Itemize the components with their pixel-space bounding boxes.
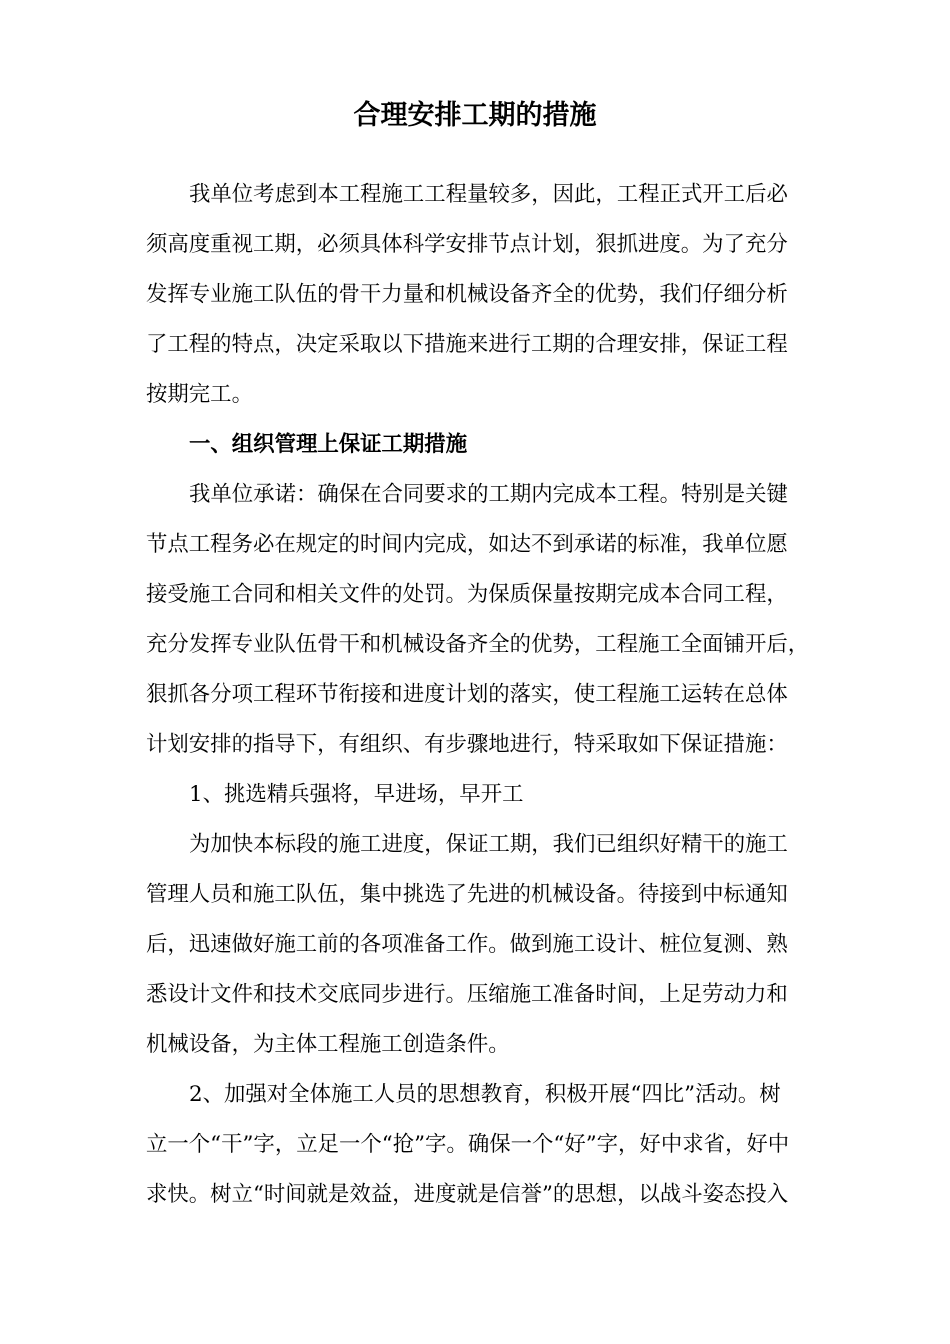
paragraph-line: 须高度重视工期，必须具体科学安排节点计划，狠抓进度。为了充分 [146, 232, 788, 257]
paragraph-line: 按期完工。 [146, 382, 253, 407]
paragraph-line: 了工程的特点，决定采取以下措施来进行工期的合理安排，保证工程 [146, 332, 788, 357]
paragraph-line: 节点工程务必在规定的时间内完成，如达不到承诺的标准，我单位愿 [146, 532, 788, 557]
paragraph-line: 我单位考虑到本工程施工工程量较多，因此，工程正式开工后必 [189, 182, 788, 207]
paragraph-line: 计划安排的指导下，有组织、有步骤地进行，特采取如下保证措施： [146, 732, 788, 757]
paragraph-line: 求快。树立“时间就是效益，进度就是信誉”的思想，以战斗姿态投入 [146, 1182, 789, 1207]
paragraph-line: 2、加强对全体施工人员的思想教育，积极开展“四比”活动。树 [189, 1082, 781, 1107]
paragraph-line: 立一个“干”字，立足一个“抢”字。确保一个“好”字，好中求省，好中 [146, 1132, 790, 1157]
paragraph-line: 接受施工合同和相关文件的处罚。为保质保量按期完成本合同工程， [146, 582, 788, 607]
document-title: 合理安排工期的措施 [353, 100, 597, 131]
paragraph-line: 机械设备，为主体工程施工创造条件。 [146, 1032, 510, 1057]
paragraph-line: 狠抓各分项工程环节衔接和进度计划的落实，使工程施工运转在总体 [146, 682, 788, 707]
section-heading: 一、组织管理上保证工期措施 [189, 432, 468, 457]
paragraph-line: 发挥专业施工队伍的骨干力量和机械设备齐全的优势，我们仔细分析 [146, 282, 788, 307]
paragraph-line: 管理人员和施工队伍，集中挑选了先进的机械设备。待接到中标通知 [146, 882, 788, 907]
paragraph-line: 我单位承诺：确保在合同要求的工期内完成本工程。特别是关键 [189, 482, 788, 507]
paragraph-line: 为加快本标段的施工进度，保证工期，我们已组织好精干的施工 [189, 832, 788, 857]
paragraph-line: 悉设计文件和技术交底同步进行。压缩施工准备时间，上足劳动力和 [146, 982, 788, 1007]
paragraph-line: 充分发挥专业队伍骨干和机械设备齐全的优势，工程施工全面铺开后， [146, 632, 810, 657]
paragraph-line: 后，迅速做好施工前的各项准备工作。做到施工设计、桩位复测、熟 [146, 932, 788, 957]
subsection-heading: 1、挑选精兵强将，早进场，早开工 [189, 782, 524, 807]
